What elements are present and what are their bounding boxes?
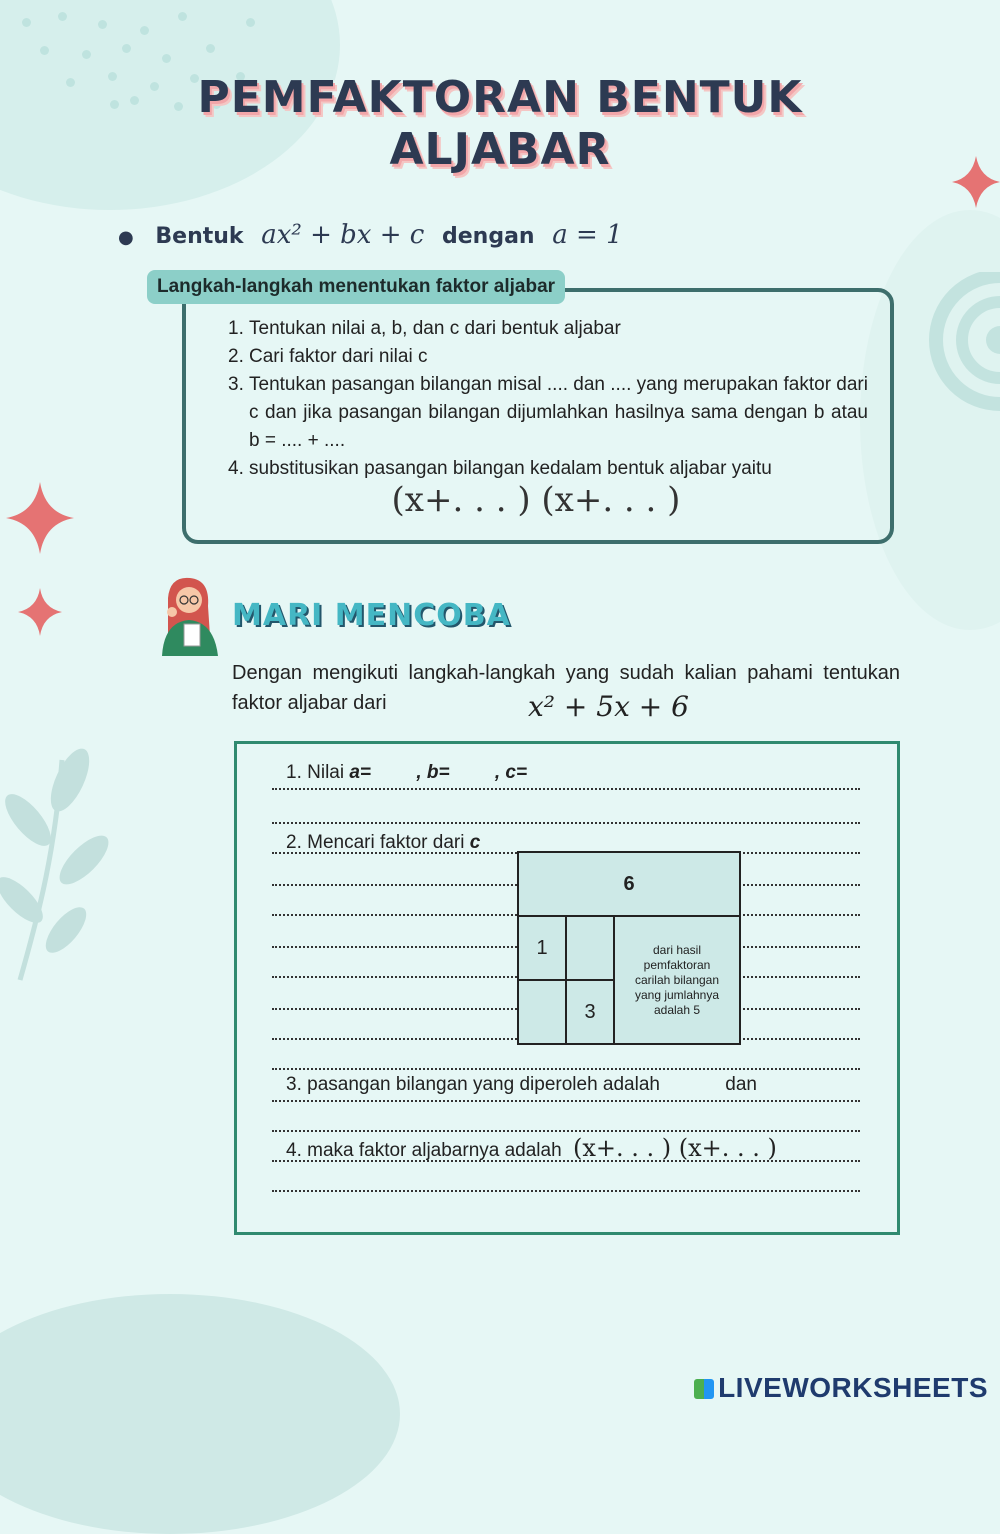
- girl-illustration: [156, 576, 222, 656]
- logo-icon: [694, 1379, 714, 1399]
- list-item: 1. Tentukan nilai a, b, dan c dari bentuk aljabar: [228, 318, 621, 339]
- answer-line[interactable]: [272, 1068, 860, 1070]
- spiral-decoration: [912, 272, 1000, 432]
- intro-text: Dengan mengikuti langkah-langkah yang sudah kalian pahami tentukan faktor aljabar dari: [232, 662, 900, 714]
- background-blob: [0, 1294, 400, 1534]
- mari-mencoba-heading: MARI MENCOBA: [232, 598, 511, 633]
- question-1: 1. Nilai a= , b= , c=: [286, 762, 528, 783]
- star-icon: [6, 482, 74, 554]
- answer-line[interactable]: [272, 822, 860, 824]
- page-title: [0, 72, 1000, 176]
- list-item: 2. Cari faktor dari nilai c: [228, 346, 428, 367]
- subheading-condition: a = 1: [552, 220, 623, 250]
- title-line: ALJABAR: [389, 124, 611, 175]
- intro-expression: x² + 5x + 6: [528, 690, 689, 723]
- question-4: 4. maka faktor aljabarnya adalah (x+. . . ) (x+. . . ): [286, 1134, 777, 1162]
- question-2: 2. Mencari faktor dari c: [286, 832, 481, 853]
- subheading-expression: ax² + bx + c: [261, 220, 425, 250]
- list-item: 3. Tentukan pasangan bilangan misal .... dan .... yang merupakan faktor dari c dan jika pasangan bilangan dijumlahkan hasilnya sama dengan b atau b = .... + ....: [228, 374, 868, 451]
- list-item: 4. substitusikan pasangan bilangan kedalam bentuk aljabar yaitu: [228, 458, 772, 479]
- formula: (x+. . . ) (x+. . . ): [391, 480, 681, 520]
- star-icon: [18, 588, 62, 636]
- factor-tree-cell[interactable]: 3: [565, 979, 615, 1045]
- liveworksheets-logo: LIVEWORKSHEETS: [694, 1372, 988, 1404]
- answer-line[interactable]: [272, 1100, 860, 1102]
- steps-label: Langkah-langkah menentukan faktor aljabar: [147, 270, 565, 304]
- question-3: 3. pasangan bilangan yang diperoleh adalah dan: [286, 1074, 757, 1095]
- answer-line[interactable]: [272, 1190, 860, 1192]
- bullet-icon: ●: [118, 227, 134, 248]
- factor-tree-hint: dari hasil pemfaktoran carilah bilangan yang jumlahnya adalah 5: [613, 915, 741, 1045]
- factor-tree-top: 6: [517, 851, 741, 917]
- subheading-word: dengan: [442, 224, 535, 249]
- steps-list: [228, 315, 868, 483]
- title-line: PEMFAKTORAN BENTUK: [197, 72, 803, 123]
- answer-line[interactable]: [272, 1130, 860, 1132]
- subheading: [118, 220, 623, 250]
- factor-tree: [517, 851, 741, 1045]
- factor-tree-cell[interactable]: 1: [517, 915, 567, 981]
- factor-tree-cell[interactable]: [565, 915, 615, 981]
- subheading-word: Bentuk: [155, 224, 244, 249]
- answer-line[interactable]: [272, 788, 860, 790]
- factor-tree-cell[interactable]: [517, 979, 567, 1045]
- leaf-decoration: [0, 740, 110, 990]
